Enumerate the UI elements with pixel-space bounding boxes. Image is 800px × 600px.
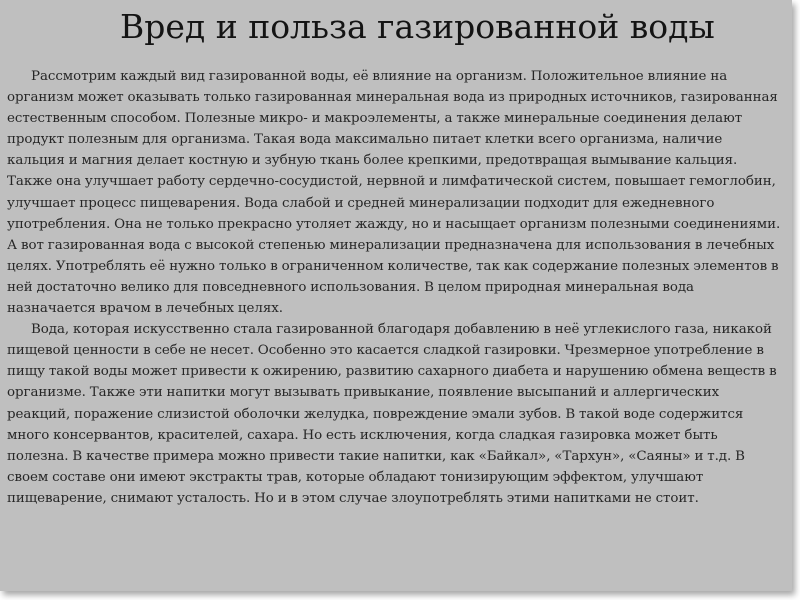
paragraph-2: Вода, которая искусственно стала газированной благодаря добавлению в неё углекислого газа, никакой пищевой ценности в себе не несет. Особенно это касается сладкой газировки. Чрезмерное употребление в пищу такой воды может привести к ожирению, развитию сахарного диабета и нарушению обмена веществ в организме. Также эти напитки могут вызывать привыкание, появление высыпаний и аллергических реакций, поражение слизистой оболочки желудка, повреждение эмали зубов. В такой воде содержится много консервантов, красителей, сахара. Но есть исключения, когда сладкая газировка может быть полезна. В качестве примера можно привести такие напитки, как «Байкал», «Тархун», «Саяны» и т.д. В своем составе они имеют экстракты трав, которые обладают тонизирующим эффектом, улучшают пищеварение, снимают усталость. Но и в этом случае злоупотреблять этими напитками не стоит. [7,322,777,506]
slide-title: Вред и польза газированной воды [120,7,715,46]
slide-body-text [7,66,783,509]
paragraph-1: Рассмотрим каждый вид газированной воды, её влияние на организм. Положительное влияние на организм может оказывать только газированная минеральная вода из природных источников, газированная естественным способом. Полезные микро- и макроэлементы, а также минеральные соединения делают продукт полезным для организма. Такая вода максимально питает клетки всего организма, наличие кальция и магния делает костную и зубную ткань более крепкими, предотвращая вымывание кальция. Также она улучшает работу сердечно-сосудистой, нервной и лимфатической систем, повышает гемоглобин, улучшает процесс пищеварения. Вода слабой и средней минерализации подходит для ежедневного употребления. Она не только прекрасно утоляет жажду, но и насыщает организм полезными соединениями. А вот газированная вода с высокой степенью минерализации предназначена для использования в лечебных целях. Употреблять её нужно только в ограниченном количестве, так как содержание полезных элементов в ней достаточно велико для повседневного использования. В целом природная минеральная вода назначается врачом в лечебных целях. [7,69,781,317]
